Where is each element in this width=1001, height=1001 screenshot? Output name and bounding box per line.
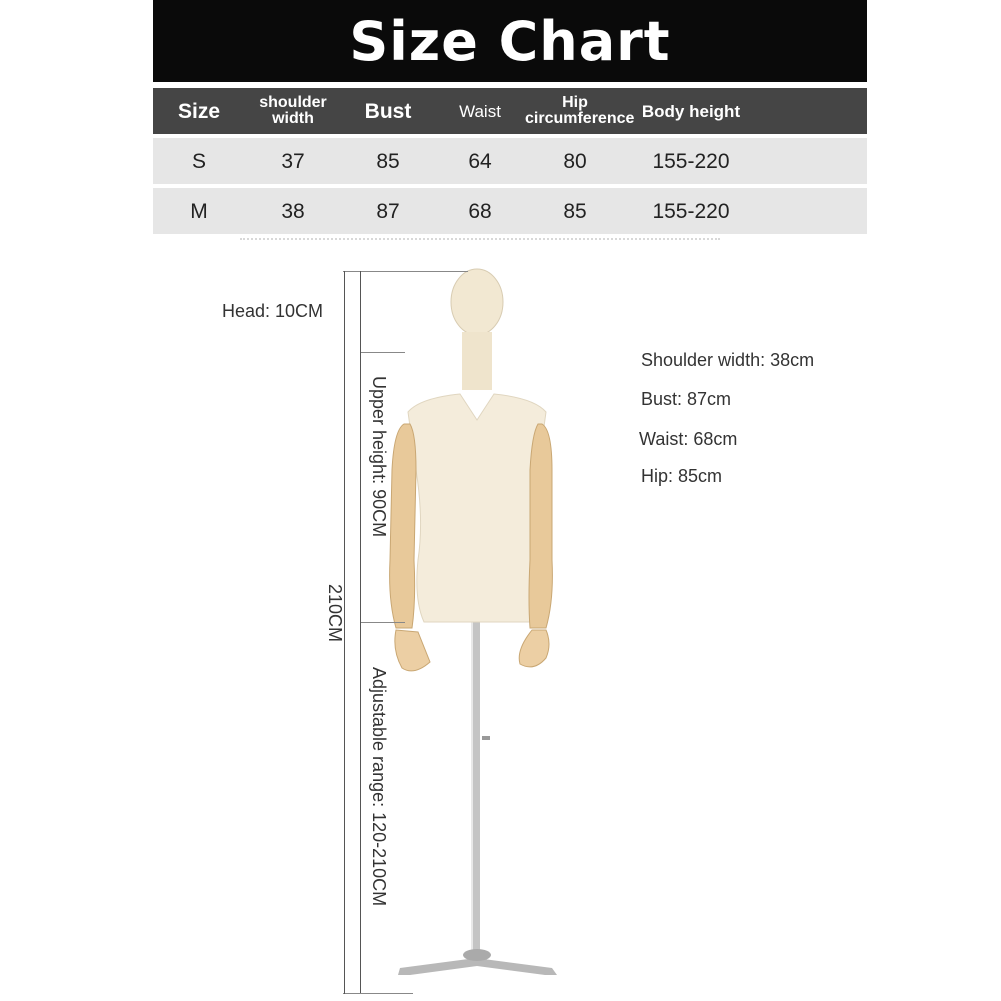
header-bust: Bust	[364, 99, 412, 123]
hip-measurement: Hip: 85cm	[641, 466, 723, 486]
mannequin-torso	[408, 394, 546, 622]
height-knob	[482, 736, 490, 740]
adjustable-range-dimension: Adjustable range: 120-210CM	[369, 667, 389, 907]
shoulder-measurement: Shoulder width: 38cm	[641, 350, 815, 370]
bust-measurement: Bust: 87cm	[641, 389, 732, 409]
cell-waist: 64	[468, 149, 492, 173]
mannequin-head	[451, 269, 503, 335]
cell-bust: 87	[376, 199, 400, 223]
cell-hip: 85	[563, 199, 587, 223]
cell-height: 155-220	[652, 149, 730, 173]
header-shoulder-line2: width	[272, 110, 314, 127]
segment-line	[360, 271, 361, 993]
right-wooden-arm	[529, 424, 552, 628]
header-size: Size	[177, 99, 221, 123]
cell-height: 155-220	[652, 199, 730, 223]
cell-size: M	[190, 199, 208, 223]
head-dimension: Head: 10CM	[222, 301, 324, 321]
header-hip-line2: circumference	[525, 110, 635, 127]
header-body-height: Body height	[641, 101, 741, 121]
left-hand	[395, 630, 430, 671]
page-title: Size Chart	[349, 9, 671, 73]
cell-hip: 80	[563, 149, 587, 173]
header-waist: Waist	[459, 101, 501, 121]
cell-size: S	[191, 149, 206, 173]
top-line	[343, 271, 468, 272]
upper-line	[360, 622, 405, 623]
waist-measurement: Waist: 68cm	[639, 429, 738, 449]
right-hand	[519, 630, 549, 667]
cell-shoulder: 38	[281, 199, 305, 223]
cell-waist: 68	[468, 199, 492, 223]
upper-height-dimension: Upper height: 90CM	[369, 376, 389, 538]
total-height-dimension: 210CM	[325, 584, 345, 643]
header-hip-line1: Hip	[562, 94, 588, 111]
left-wooden-arm	[390, 424, 416, 628]
head-line	[360, 352, 405, 353]
cell-shoulder: 37	[281, 149, 305, 173]
stand-pole	[473, 622, 480, 962]
mannequin-neck	[462, 332, 492, 390]
header-shoulder-line1: shoulder	[259, 94, 327, 111]
bottom-line	[343, 993, 413, 994]
cell-bust: 85	[376, 149, 400, 173]
